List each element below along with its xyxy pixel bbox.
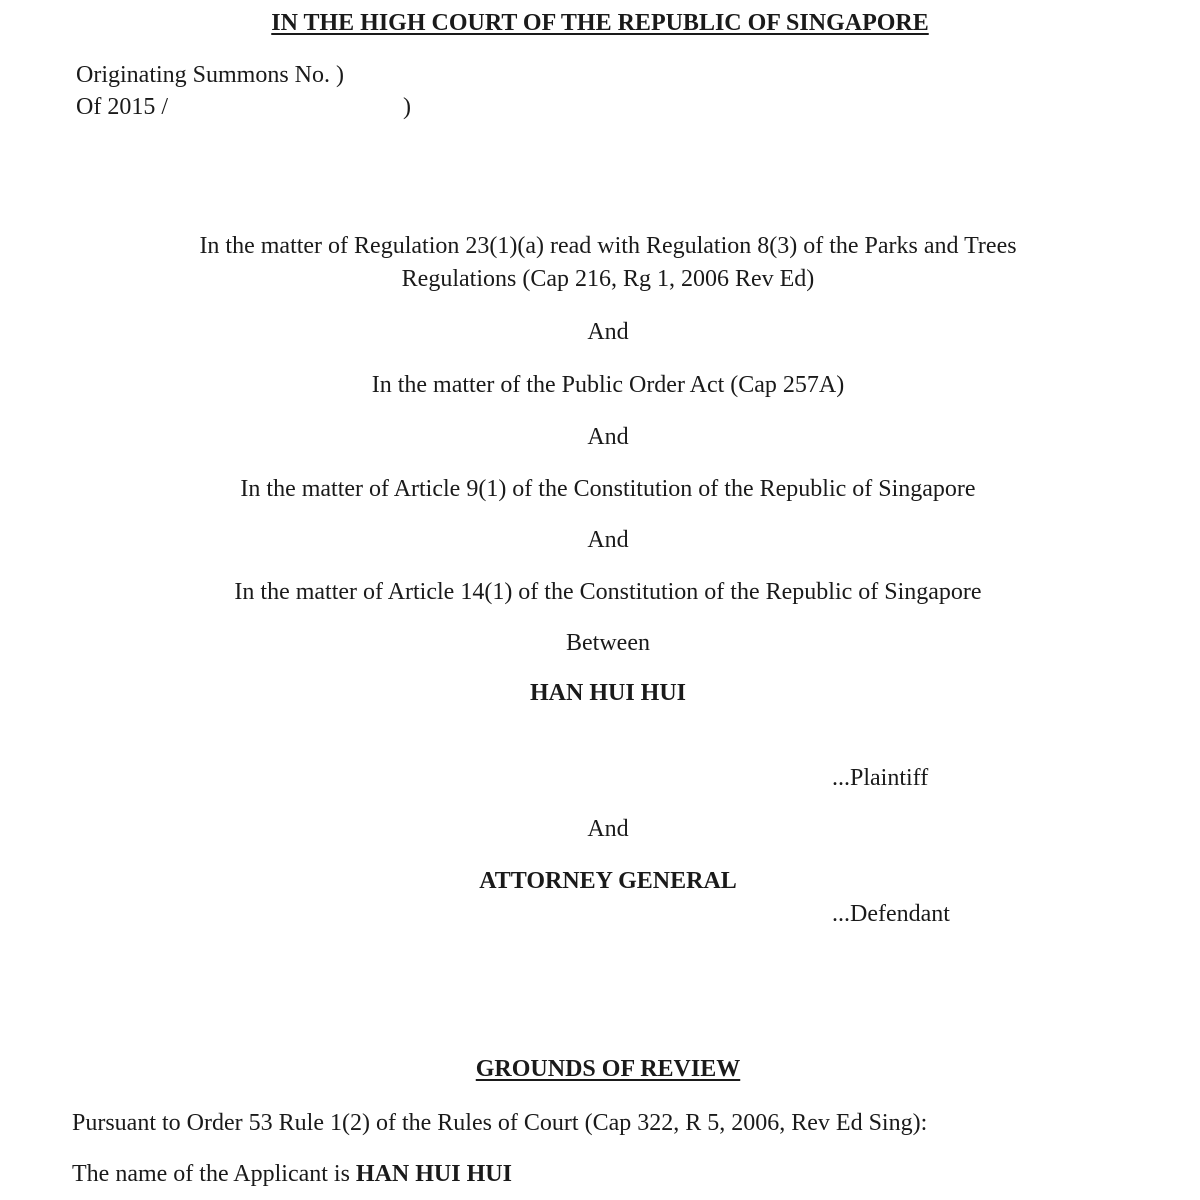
summons-line-2-close: ): [403, 94, 411, 120]
court-heading: IN THE HIGH COURT OF THE REPUBLIC OF SINGAPORE: [271, 10, 929, 36]
applicant-prefix: The name of the Applicant is: [72, 1161, 350, 1187]
between-label: Between: [566, 630, 650, 656]
defendant-name: ATTORNEY GENERAL: [479, 868, 737, 894]
and-connector: And: [587, 527, 629, 553]
pursuant-statement: Pursuant to Order 53 Rule 1(2) of the Rules of Court (Cap 322, R 5, 2006, Rev Ed Sing):: [72, 1110, 928, 1136]
summons-line-2: [76, 92, 168, 122]
and-connector: And: [587, 424, 629, 450]
applicant-statement: [72, 1159, 512, 1189]
summons-line-1: Originating Summons No. ): [76, 62, 344, 88]
plaintiff-name: HAN HUI HUI: [529, 680, 686, 706]
matter-regulation-line-2: Regulations (Cap 216, Rg 1, 2006 Rev Ed): [401, 266, 815, 292]
grounds-heading: GROUNDS OF REVIEW: [475, 1056, 741, 1082]
defendant-role: ...Defendant: [832, 901, 950, 927]
matter-regulation-line-1: In the matter of Regulation 23(1)(a) read with Regulation 8(3) of the Parks and Trees: [199, 233, 1017, 259]
applicant-name: HAN HUI HUI: [355, 1161, 512, 1187]
plaintiff-role: ...Plaintiff: [832, 765, 929, 791]
matter-article-14: In the matter of Article 14(1) of the Constitution of the Republic of Singapore: [234, 579, 982, 605]
and-connector: And: [587, 319, 629, 345]
matter-public-order-act: In the matter of the Public Order Act (Cap 257A): [371, 372, 845, 398]
and-connector: And: [587, 816, 629, 842]
matter-article-9: In the matter of Article 9(1) of the Constitution of the Republic of Singapore: [240, 476, 976, 502]
summons-year: Of 2015 /: [76, 94, 168, 120]
